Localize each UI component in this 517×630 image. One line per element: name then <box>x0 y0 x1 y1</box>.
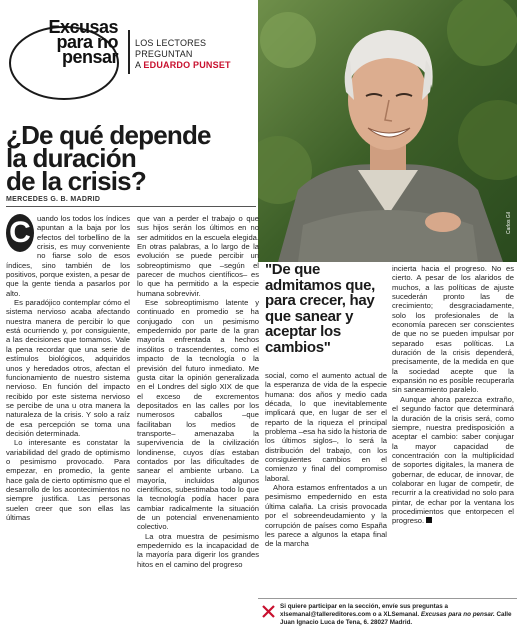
paragraph: incierta hacia el progreso. No es cierto. A pesar de los alaridos de muchos, a las políticas de ajuste sucederán pronto las de crecimiento; desgraciadamente, solo los profesionales de la economía parecen ser conscientes de que no se pueden impulsar por separado esas políticas. La duración de la crisis dependerá, precisamente, de la medida en que la sociedad acepte que la expansión no es posible recuperarla sin saneamiento paralelo. <box>392 264 514 395</box>
headline-line-1: ¿De qué depende <box>6 120 211 150</box>
section-subtitle <box>135 38 260 71</box>
paragraph: La otra muestra de pesimismo empedernido es la incapacidad de la mayoría para digerir los grandes hitos en el camino del progreso <box>137 531 259 569</box>
logo-line-3: pensar <box>61 47 118 67</box>
paragraph: Es paradójico contemplar cómo el sistema nervioso acaba afectando nuestra manera de percibir lo que está ocurriendo y, por consiguiente, a las decisiones que tomamos. Vale la pena recordar que una serie de estímulos biológicos, adquiridos unos y heredados otros, afectan el funcionamiento de nuestro sistema nervioso. En función del impacto recibido por este sistema nervioso se percibe de una u otra manera la naturaleza de la crisis. Y solo a raíz de esa percepción se toma una decisión determinada. <box>6 298 130 438</box>
footer-text <box>280 603 513 627</box>
section-line-2 <box>135 60 260 71</box>
dropcap: C <box>6 214 34 252</box>
paragraph: Ese sobreoptimismo latente y continuado en promedio se ha conjugado con un pesimismo empedernido por parte de la gran mayoría enfrentada a hechos insólitos o trascendentes, como el impacto de la tecnología o la previsión del futuro inmediato. Me gusta citar la opinión generalizada en el Londres del siglo XIX de que el exceso de excrementos depositados en las calles por los numerosos caballos –que facilitaban los medios de transporte– amenazaba la supervivencia de la civilización londinense, cuyos días estaban contados por las dificultades de sanear el ambiente urbano. La mayoría, incluidos algunos científicos, subestimaba todo lo que la tecnología podía hacer para cambiar radicalmente la situación de un potencial envenenamiento colectivo. <box>137 298 259 532</box>
paragraph-with-endmark <box>392 395 514 526</box>
submission-footer <box>258 598 517 630</box>
footer-text-a: Si quiere participar en la sección, envíe sus preguntas a xlsemanal@tallereditores.com o a XLSemanal. <box>280 603 448 618</box>
paragraph-text: Aunque ahora parezca extraño, el segundo factor que determinará la duración de la crisis será, como siempre, nuestra predisposición a aceptar el cambio: saber conjugar la mayor capacidad de concentración con la multiplicidad de soportes digitales, la manera de gobernar, de educar, de innovar, de colaborar en lugar de competir, de recurrir a la creatividad no solo para pintar, de echar por la ventana los procedimientos que entorpecen el progreso. <box>392 394 514 526</box>
section-logo-title <box>14 17 118 67</box>
paragraph: que van a perder el trabajo o que sus hijos serán los últimos en no ser admitidos en la escuela elegida. En otras palabras, a lo largo de la evolución se puede percibir un sobreoptimismo que –según el parecer de muchos científicos– es lo que ha permitido a la especie humana sobrevivir. <box>137 214 259 298</box>
article-column-2 <box>137 214 259 630</box>
author-photo <box>258 0 517 262</box>
paragraph: uando los todos los índices apuntan a la baja por los efectos del torbellino de la crisis, es muy conveniente no fiarse solo de esos índices, sino también de los positivos, porque existen, a pesar de que la gente tienda a pasarlos por alto. <box>6 214 130 298</box>
article-byline: MERCEDES G. B. MADRID <box>6 196 256 207</box>
section-line-1: LOS LECTORES PREGUNTAN <box>135 38 207 59</box>
headline-line-2: la duración <box>6 143 136 173</box>
headline-line-3: de la crisis? <box>6 166 146 196</box>
author-name: EDUARDO PUNSET <box>143 60 231 70</box>
article-headline <box>6 120 256 196</box>
article-column-3 <box>265 371 387 591</box>
header-divider <box>128 30 130 74</box>
pull-quote: "De que admitamos que, para crecer, hay que sanear y aceptar los cambios" <box>265 261 375 356</box>
paragraph: Ahora estamos enfrentados a un pesimismo empedernido en esta última calaña. La crisis provocada por el sobreendeudamiento y la corrupción de países como España les parece a algunos la etapa final de la marcha <box>265 483 387 549</box>
footer-bullet-icon <box>262 605 275 618</box>
article-column-4 <box>392 264 514 586</box>
section-prefix: A <box>135 60 141 70</box>
footer-text-b: Calle Juan Ignacio Luca de Tena, 6. 28027 Madrid. <box>280 611 512 626</box>
end-of-article-icon <box>426 517 432 523</box>
logo-line-1: Excusas <box>48 17 118 37</box>
logo-line-2: para no <box>56 32 118 52</box>
footer-text-italic: Excusas para no pensar. <box>420 611 495 618</box>
dropcap-wrap <box>6 214 34 254</box>
portrait-illustration <box>258 0 517 262</box>
paragraph: Lo interesante es constatar la variabilidad del grado de optimismo o pesimismo provocado. Para empezar, en promedio, la gente hace gala de cierto optimismo que el desarrollo de los acontecimientos no siempre justifica. Las personas suelen creer que son ellas las últimas <box>6 438 130 522</box>
photo-credit: Carlos Gil <box>506 212 512 234</box>
paragraph: social, como el aumento actual de la esperanza de vida de la especie humana: dos años y medio cada década, lo que inevitablemente implicará que, en lugar de ser el reparto de la riqueza el principal problema –esa ha sido la historia de los últimos siglos–, lo será la distribución del trabajo, con los consiguientes cambios en el comienzo y final del compromiso laboral. <box>265 371 387 483</box>
article-column-1 <box>6 214 130 586</box>
